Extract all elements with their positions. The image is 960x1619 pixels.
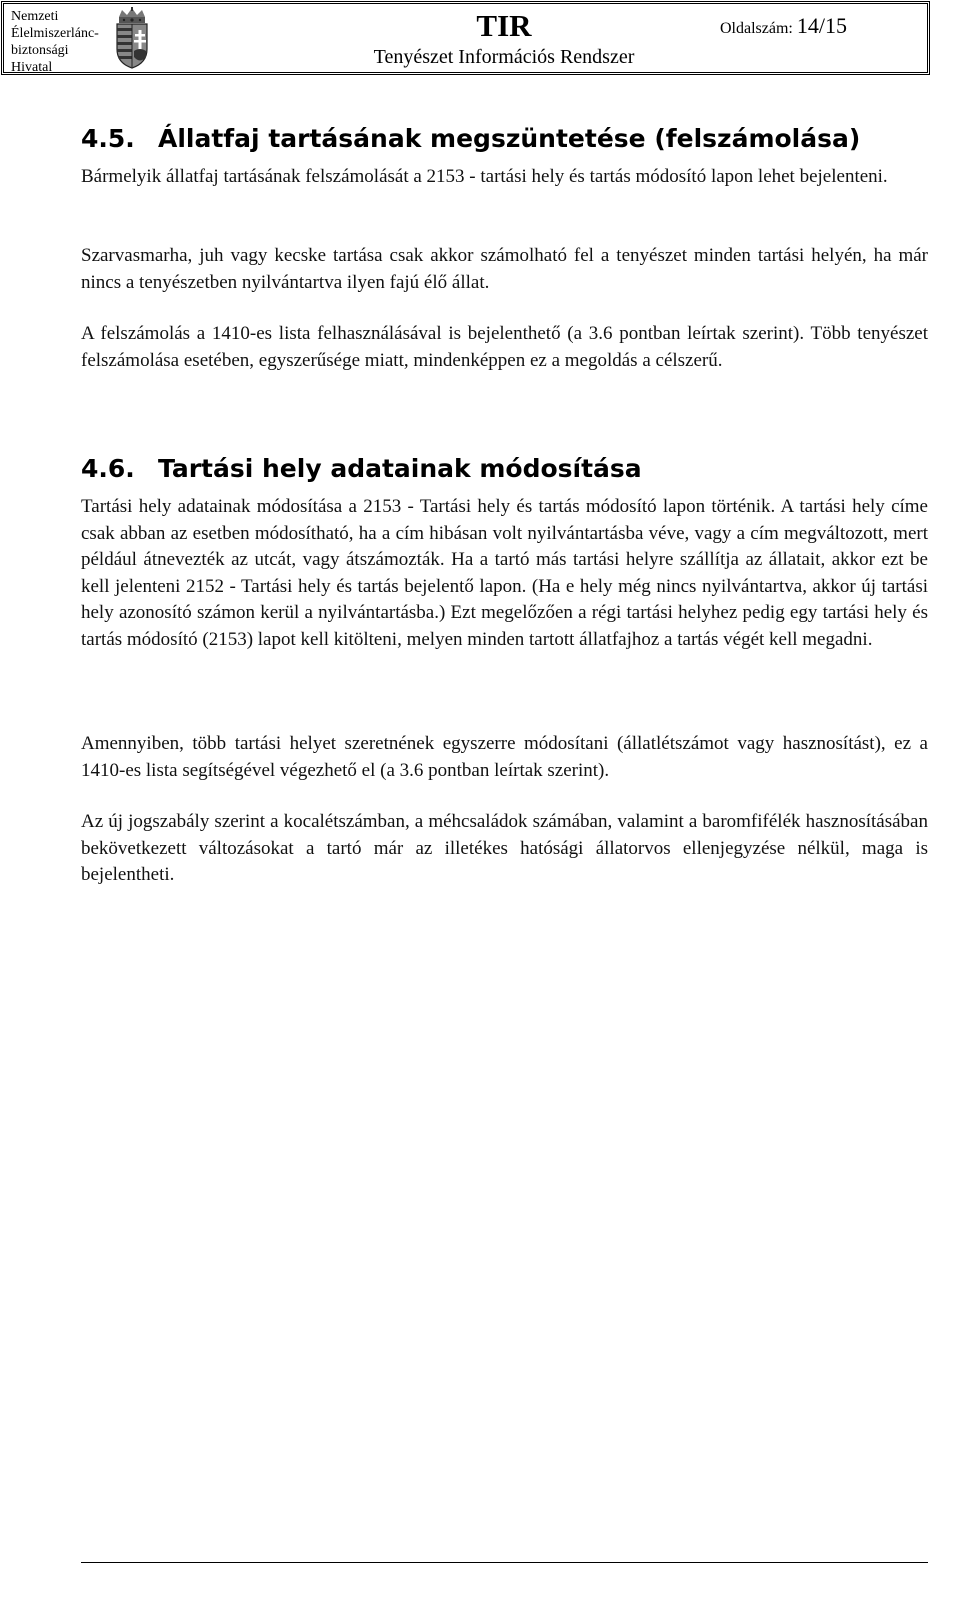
section-number: 4.6. (81, 454, 135, 483)
page-number (720, 13, 847, 39)
system-name (304, 6, 704, 68)
system-title: TIR (476, 8, 532, 43)
paragraph: Bármelyik állatfaj tartásának felszámolását a 2153 - tartási hely és tartás módosító lapon lehet bejelenteni. (81, 166, 888, 187)
page-header (3, 3, 928, 73)
paragraph: Tartási hely adatainak módosítása a 2153 - Tartási hely és tartás módosító lapon történik. A tartási hely címe csak abban az esetben módosítható, ha a cím hibásan volt nyilvántartásba véve, vagy a cím megváltozott, mert például átnevezték az utcát, vagy átszámozták. Ha a tartó más tartási helyre szállítja az állatait, akkor ezt be kell jelenteni 2152 - Tartási hely és tartás bejelentő lapon. (Ha e hely még nincs nyilvántartva, akkor új tartási hely azonosító számon kerül a nyilvántartásba.) Ezt megelőzően a régi tartási helyhez pedig egy tartási hely és tartás módosító (2153) lapot kell kitölteni, melyen minden tartott állatfajhoz a tartás végét kell megadni. (81, 496, 928, 650)
page-number-label: Oldalszám: (720, 20, 793, 37)
footer-divider (81, 1562, 928, 1563)
org-line: Élelmiszerlánc- (11, 26, 99, 41)
system-subtitle: Tenyészet Információs Rendszer (373, 46, 635, 68)
paragraph: Az új jogszabály szerint a kocalétszámban, a méhcsaládok számában, valamint a baromfifélék hasznosításában bekövetkezett változásokat a tartó már az illetékes hatósági állatorvos ellenjegyzése nélkül, maga is bejelentheti. (81, 811, 928, 885)
section-heading (81, 123, 860, 155)
organization-name (11, 8, 99, 76)
section-title: Tartási hely adatainak módosítása (158, 454, 642, 483)
org-line: Hivatal (11, 60, 53, 75)
section-heading (81, 453, 642, 485)
paragraph: A felszámolás a 1410-es lista felhasználásával is bejelenthető (a 3.6 pontban leírtak szerint). Több tenyészet felszámolása esetében, egyszerűsége miatt, mindenképpen ez a megoldás a célszerű. (81, 323, 928, 371)
page-number-value: 14/15 (796, 13, 847, 38)
section-number: 4.5. (81, 124, 135, 153)
org-line: Nemzeti (11, 9, 59, 24)
paragraph: Szarvasmarha, juh vagy kecske tartása csak akkor számolható fel a tenyészet minden tartási helyén, ha már nincs a tenyészetben nyilvántartva ilyen fajú élő állat. (81, 245, 928, 293)
paragraph: Amennyiben, több tartási helyet szeretnének egyszerre módosítani (állatlétszámot vagy hasznosítást), ez a 1410-es lista segítségével végezhető el (a 3.6 pontban leírtak szerint). (81, 733, 928, 781)
hungarian-coat-of-arms-icon (112, 7, 152, 69)
section-title: Állatfaj tartásának megszüntetése (felszámolása) (158, 124, 861, 153)
org-line: biztonsági (11, 43, 69, 58)
